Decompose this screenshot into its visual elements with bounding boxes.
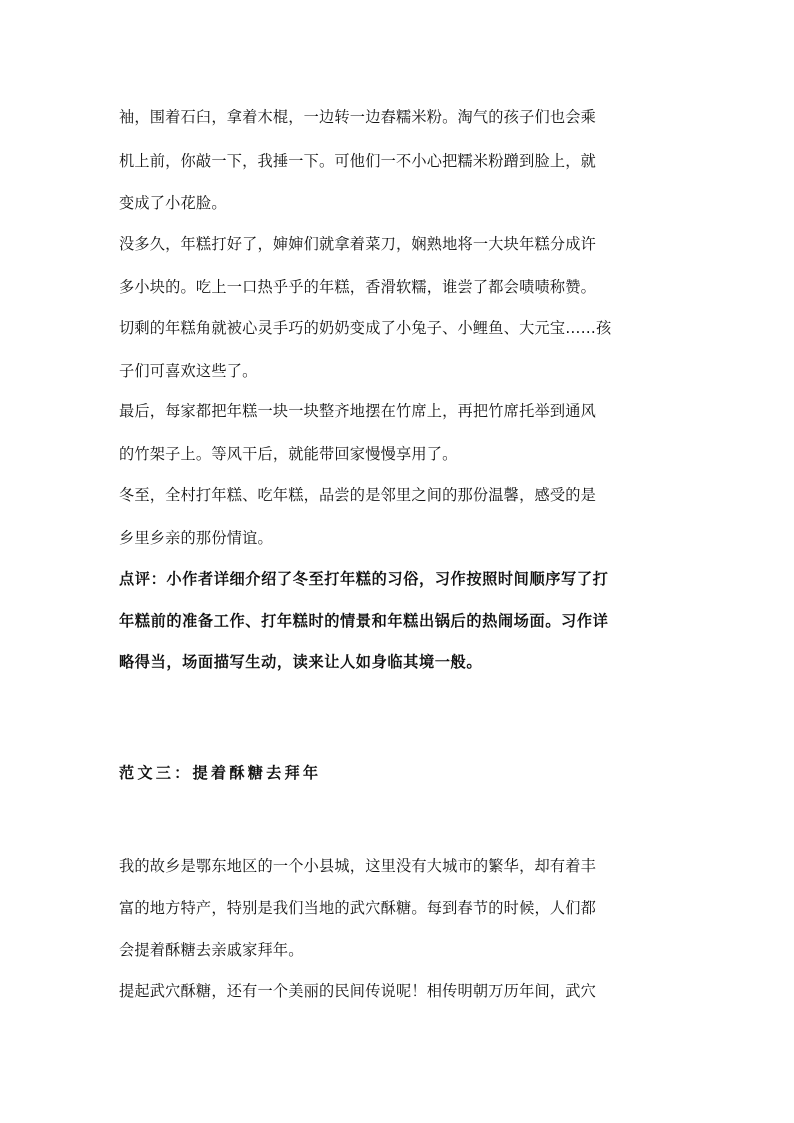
body-line: 机上前，你敲一下，我捶一下。可他们一不小心把糯米粉蹭到脸上，就 xyxy=(119,152,597,170)
body-line: 变成了小花脸。 xyxy=(119,194,227,212)
body-line: 乡里乡亲的那份情谊。 xyxy=(119,529,273,547)
body-line: 富的地方特产，特别是我们当地的武穴酥糖。每到春节的时候，人们都 xyxy=(119,899,597,917)
body-line: 最后，每家都把年糕一块一块整齐地摆在竹席上，再把竹席托举到通风 xyxy=(119,402,597,420)
body-line: 多小块的。吃上一口热乎乎的年糕，香滑软糯，谁尝了都会啧啧称赞。 xyxy=(119,278,597,296)
comment-line: 年糕前的准备工作、打年糕时的情景和年糕出锅后的热闹场面。习作详 xyxy=(119,612,609,630)
comment-line: 略得当，场面描写生动，读来让人如身临其境一般。 xyxy=(119,653,483,671)
body-line: 会提着酥糖去亲戚家拜年。 xyxy=(119,941,304,959)
body-line: 冬至，全村打年糕、吃年糕，品尝的是邻里之间的那份温馨，感受的是 xyxy=(119,486,597,504)
body-line: 袖，围着石臼，拿着木棍，一边转一边舂糯米粉。淘气的孩子们也会乘 xyxy=(119,108,597,126)
body-line: 切剩的年糕角就被心灵手巧的奶奶变成了小兔子、小鲤鱼、大元宝……孩 xyxy=(119,319,612,337)
comment-line: 点评：小作者详细介绍了冬至打年糕的习俗，习作按照时间顺序写了打 xyxy=(119,570,609,588)
body-line: 提起武穴酥糖，还有一个美丽的民间传说呢！相传明朝万历年间，武穴 xyxy=(119,982,597,1000)
body-line: 没多久，年糕打好了，婶婶们就拿着菜刀，娴熟地将一大块年糕分成许 xyxy=(119,235,597,253)
body-line: 的竹架子上。等风干后，就能带回家慢慢享用了。 xyxy=(119,445,458,463)
body-line: 子们可喜欢这些了。 xyxy=(119,362,258,380)
body-line: 我的故乡是鄂东地区的一个小县城，这里没有大城市的繁华，却有着丰 xyxy=(119,857,597,875)
section-title: 范文三：提着酥糖去拜年 xyxy=(119,764,322,782)
